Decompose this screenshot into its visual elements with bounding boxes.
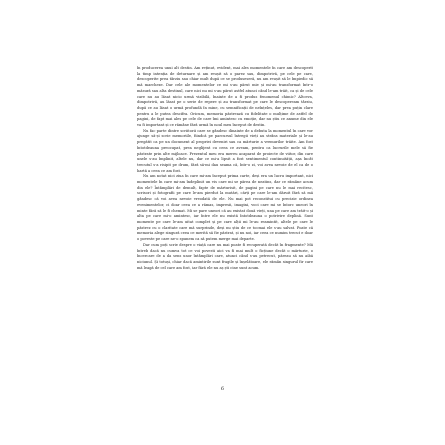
paragraph-4: Dar cum poți scrie despre o viață care nu mai poate fi recuperată decât în fragmente? Mă întreb dacă nu cumva tot ce voi povesti aici va fi mai mult o ficțiune decât o mărturie, o încercare de a da sens unor întâmplări care, atunci când s-au petrecut, păreau să nu aibă niciunul. Și totuși, chiar dacă amintirile sunt fragile și înșelătoare, ele rămân singurul fir care mă leagă de cel care am fost, iar fără ele nu aș ști cine sunt acum.	[137, 242, 313, 270]
page-number: 6	[220, 386, 225, 392]
paragraph-3: Nu am notat nici ziua în care mi-am început prima carte, deși era un lucru important, nici momentele în care mi-am îndeplinit un vis care mi se părea de neatins, dar ce rămâne acum din ele? Întâmplări de demult, fapte de mărturisit, de pagini pe care nu le mai recitesc, scrisori și fotografii pe care le-am pierdut la mutări, cărți pe care le-am dăruit fără să mă gândesc că voi avea nevoie vreodată de ele. Nu mai pot reconstitui cu precizie ordinea evenimentelor, ci doar ceea ce a rămas, impresii, imagini, voci care mi se întorc uneori în minte fără să le fi chemat. Mi se pare uneori că au existat două vieți, una pe care am trăit-o și alta pe care mi-o amintesc, iar între ele nu există întotdeauna o potrivire deplină. Sunt momente pe care le-am uitat complet și pe care alții mi le-au reamintit, altele pe care le păstrez cu o claritate care mă surprinde, deși nu știu de ce tocmai ele s-au salvat. Poate că memoria alege singură ceea ce merită să fie păstrat, și nu noi, iar ceea ce numim trecut e doar o poveste pe care ne-o spunem ca să putem merge mai departe.	[137, 174, 313, 242]
paragraph-2: Nu fac parte dintre scriitorii care se gândesc dinainte de a debuta la momentul în care vor ajunge să-și scrie memoriile, fiindcă pe parcursul întregii vieți au strâns materiale și le-au pregătit ca pe un document al propriei deveniri sau ca mărturie a vremurilor trăite. Am fost întotdeauna preocupat, prea neglijent cu ceea ce aveam, pentru ca lucrurile mele să fie păstrate prin alte mijloace. Prezentul meu era mereu acaparat de proiecte de viitor, din care unele s-au împlinit, altele nu, dar ce mi-a lipsit a fost sentimentul continuității, așa încât trecutul s-a risipit pe drum, fără să-mi dau seama că, într-o zi, voi avea nevoie de el ca de o hartă a ceea ce am fost.	[137, 128, 313, 173]
body-text	[137, 66, 313, 271]
paragraph-1: în producerea unui alt destin. Am reținut, evident, mai ales momentele în care am descoperit la timp intenția de deturnare și am reușit să o parez sau, dimpotrivă, pe cele pe care, descoperite prea târziu sau chiar mult după ce se produseseră, nu am reușit să le împiedic să mă marcheze. Dar cele ale momentelor ce mi s-au părut mie și mi-au transformat într-o măsură sau alta destinul, care nici nu mi s-au părut astfel atunci când le-am trăit, ca și de cele care nu au lăsat nicio urmă vizibilă, înainte de a fi produs fenomenul chimic? Altceva, dimpotrivă, au lăsat pe o serie de repere și au transformat pe care le descopeream târziu, după ce au lăsat o urmă profundă în mine, cu semnificații de neînțeles, dar prea puțin clare pentru a le putea descifra. Oricum, memoria păstrează cu fidelitate o mulțime de astfel de pagini, de fapt mai ales pe cele de care îmi amintesc cu emoție, dar nu știu ce anume din ele va fi important și ce rămâne fără urmă în noul meu început de destin.	[137, 66, 313, 128]
